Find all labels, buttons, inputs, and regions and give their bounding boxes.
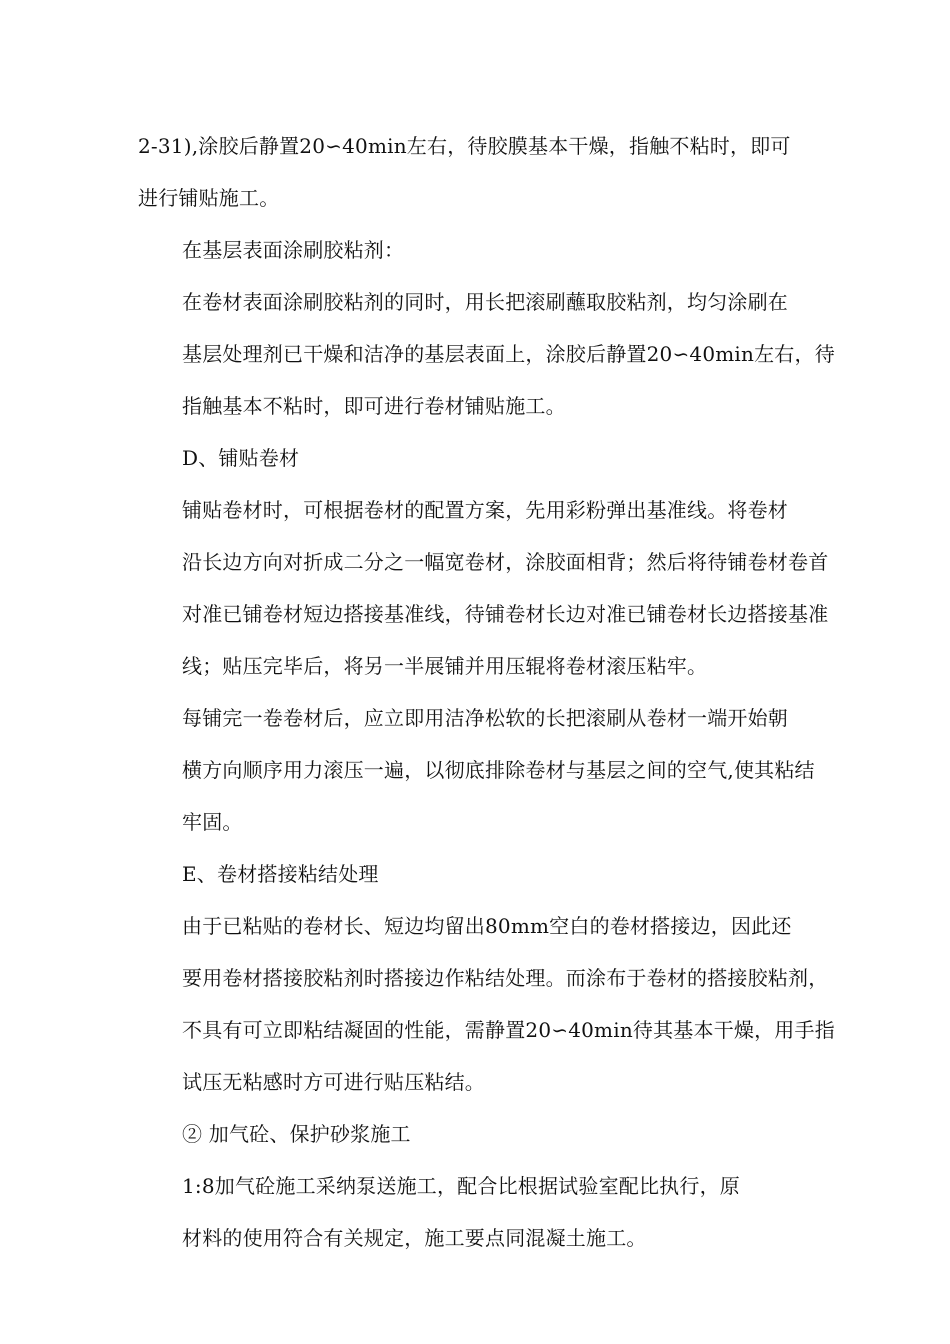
paragraph-coating-adhesive	[138, 276, 835, 432]
text-line: 要用卷材搭接胶粘剂时搭接边作粘结处理。而涂布于卷材的搭接胶粘剂，	[182, 966, 829, 990]
document-body	[138, 120, 835, 1264]
text-line: 不具有可立即粘结凝固的性能，需静置20∽40min待其基本干燥，用手指	[182, 1018, 835, 1042]
text-line: 2-31),涂胶后静置20∽40min左右，待胶膜基本干燥，指触不粘时，即可	[138, 134, 791, 158]
text-line: 横方向顺序用力滚压一遍，以彻底排除卷材与基层之间的空气,使其粘结	[182, 758, 815, 782]
text-line: 每铺完一卷卷材后，应立即用洁净松软的长把滚刷从卷材一端开始朝	[182, 706, 788, 730]
paragraph-heading-base-coating	[138, 224, 828, 276]
text-line: 对准已铺卷材短边搭接基准线，待铺卷材长边对准已铺卷材长边搭接基准	[182, 602, 829, 626]
text-line: 材料的使用符合有关规定，施工要点同混凝土施工。	[182, 1226, 647, 1250]
text-line: E、卷材搭接粘结处理	[182, 862, 379, 886]
text-line: 1:8加气砼施工采纳泵送施工，配合比根据试验室配比执行，原	[182, 1174, 740, 1198]
section-heading-aerated-concrete	[138, 1108, 828, 1160]
paragraph-continuation	[138, 120, 828, 224]
text-line: 铺贴卷材时，可根据卷材的配置方案，先用彩粉弹出基准线。将卷材	[182, 498, 788, 522]
text-line: 在卷材表面涂刷胶粘剂的同时，用长把滚刷蘸取胶粘剂，均匀涂刷在	[182, 290, 788, 314]
text-line: 线；贴压完毕后，将另一半展铺并用压辊将卷材滚压粘牢。	[182, 654, 708, 678]
text-line: 由于已粘贴的卷材长、短边均留出80mm空白的卷材搭接边，因此还	[182, 914, 792, 938]
text-line: 基层处理剂已干燥和洁净的基层表面上，涂胶后静置20∽40min左右，待	[182, 342, 835, 366]
section-heading-e	[138, 848, 828, 900]
text-line: 指触基本不粘时，即可进行卷材铺贴施工。	[182, 394, 566, 418]
text-line: ② 加气砼、保护砂浆施工	[182, 1122, 411, 1146]
paragraph-laying-membrane	[138, 484, 828, 692]
text-line: 在基层表面涂刷胶粘剂：	[182, 238, 405, 262]
text-line: 进行铺贴施工。	[138, 186, 280, 210]
paragraph-aerated-concrete	[138, 1160, 828, 1264]
paragraph-rolling-membrane	[138, 692, 828, 848]
text-line: D、铺贴卷材	[182, 446, 300, 470]
section-heading-d	[138, 432, 828, 484]
text-line: 牢固。	[182, 810, 243, 834]
text-line: 沿长边方向对折成二分之一幅宽卷材，涂胶面相背；然后将待铺卷材卷首	[182, 550, 829, 574]
paragraph-overlap-bonding	[138, 900, 835, 1108]
text-line: 试压无粘感时方可进行贴压粘结。	[182, 1070, 485, 1094]
